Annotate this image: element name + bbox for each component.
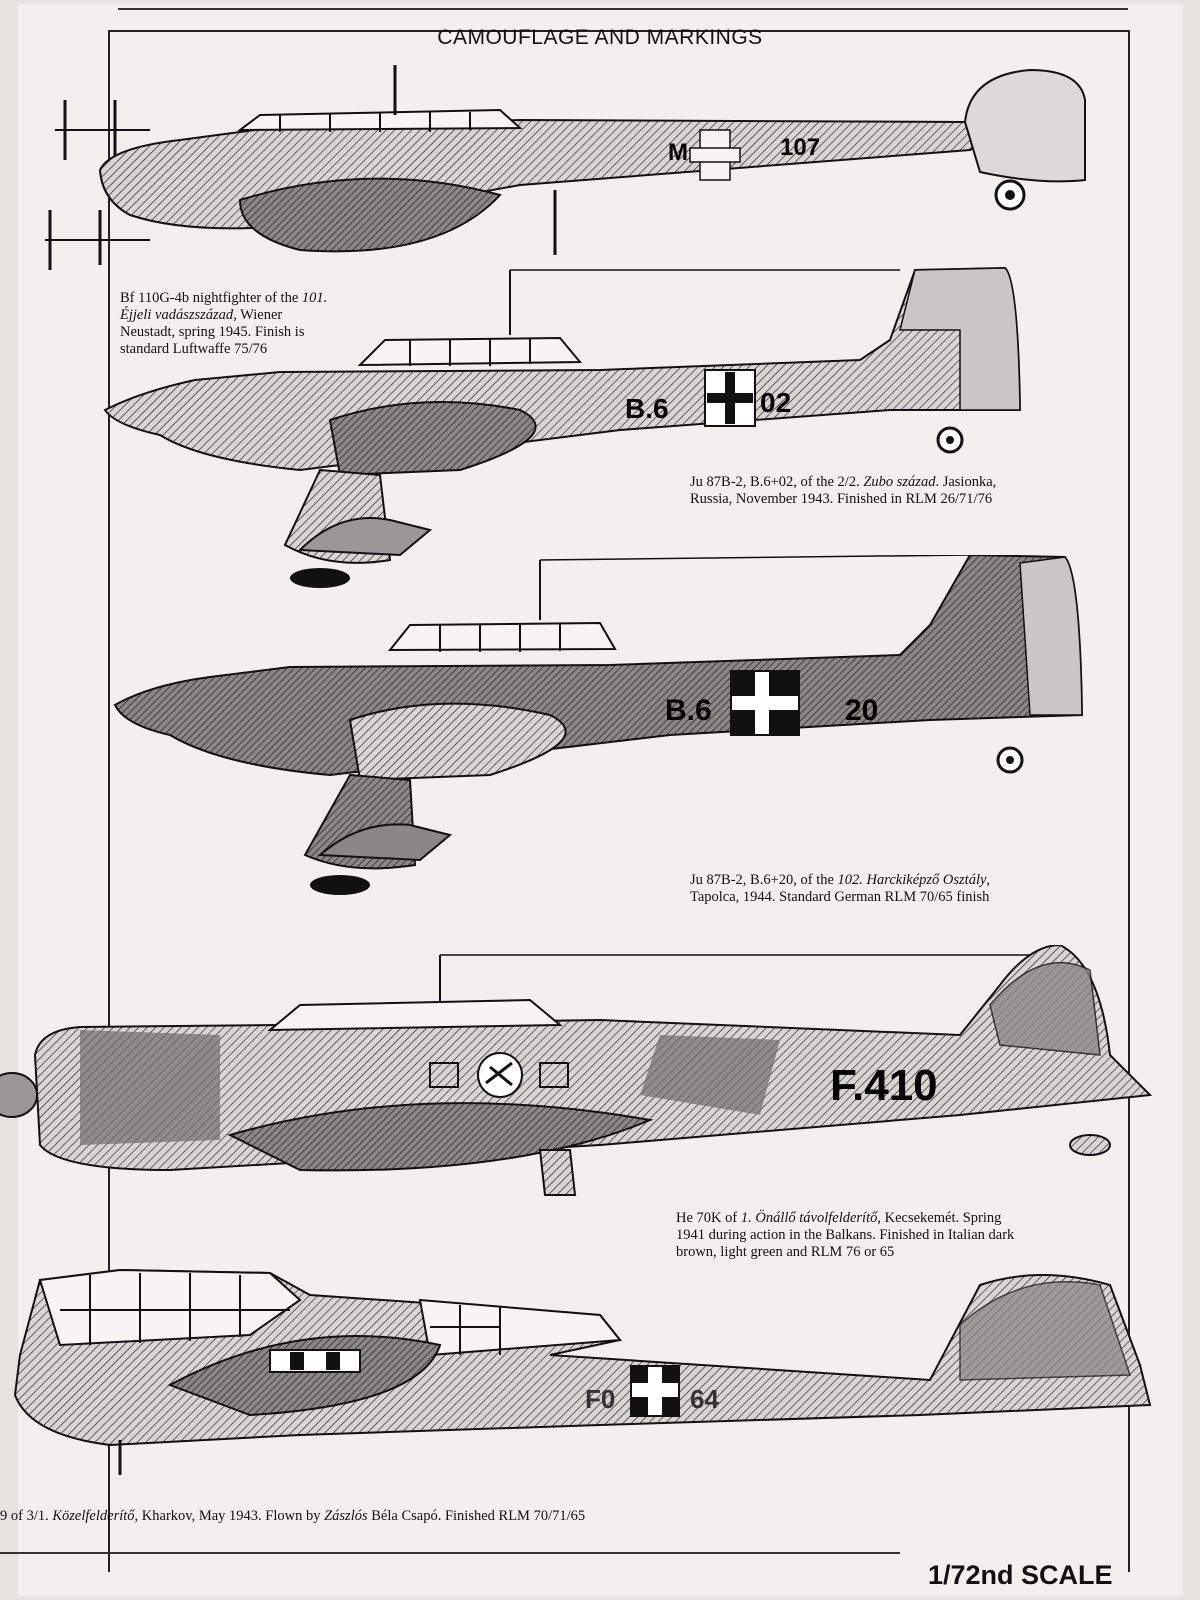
ju87-0602-profile bbox=[100, 260, 1060, 600]
bf110-caption: Bf 110G-4b nightfighter of the 101. Éjjeli vadászszázad, Wiener Neustadt, spring 1945. Finish is standard Luftwaffe 75/76 bbox=[120, 290, 328, 357]
top-rule bbox=[118, 8, 1128, 10]
ju87-0602-code-left: B.6 bbox=[625, 393, 669, 424]
ju87-0620-code-left: B.6 bbox=[665, 694, 712, 727]
ju87-0620-code-right: 20 bbox=[845, 694, 879, 727]
ju87-0602-code-right: 02 bbox=[760, 387, 792, 418]
ju87-0620-profile bbox=[110, 555, 1100, 915]
he70-caption: He 70K of 1. Önállő távolfelderítő, Kecsekemét. Spring 1941 during action in the Balkans. Finished in Italian dark brown, light green and RLM 76 or 65 bbox=[676, 1210, 1015, 1260]
bf110-code-letter: M bbox=[668, 139, 688, 166]
bf110-code-number: 107 bbox=[780, 134, 821, 161]
ju87-0602-caption: Ju 87B-2, B.6+02, of the 2/2. Zubo század. Jasionka, Russia, November 1943. Finished in RLM 26/71/76 bbox=[690, 474, 997, 507]
he70-code: F.410 bbox=[830, 1061, 938, 1110]
ju87-0620-caption: Ju 87B-2, B.6+20, of the 102. Harckiképző Osztály, Tapolca, 1944. Standard German RLM 70/65 finish bbox=[690, 872, 991, 905]
he70-profile bbox=[0, 945, 1160, 1205]
bf110-profile bbox=[40, 60, 1120, 280]
fw189-profile bbox=[0, 1265, 1160, 1485]
fw189-caption: 9 of 3/1. Közelfelderítő, Kharkov, May 1943. Flown by Zászlós Béla Csapó. Finished RLM 70/71/65 bbox=[0, 1508, 586, 1524]
scale-label: 1/72nd SCALE bbox=[928, 1560, 1113, 1590]
fw189-code-left: F0 bbox=[585, 1384, 616, 1414]
bottom-rule bbox=[0, 1552, 900, 1554]
fw189-code-right: 64 bbox=[690, 1384, 719, 1414]
page-title: CAMOUFLAGE AND MARKINGS bbox=[437, 26, 763, 49]
